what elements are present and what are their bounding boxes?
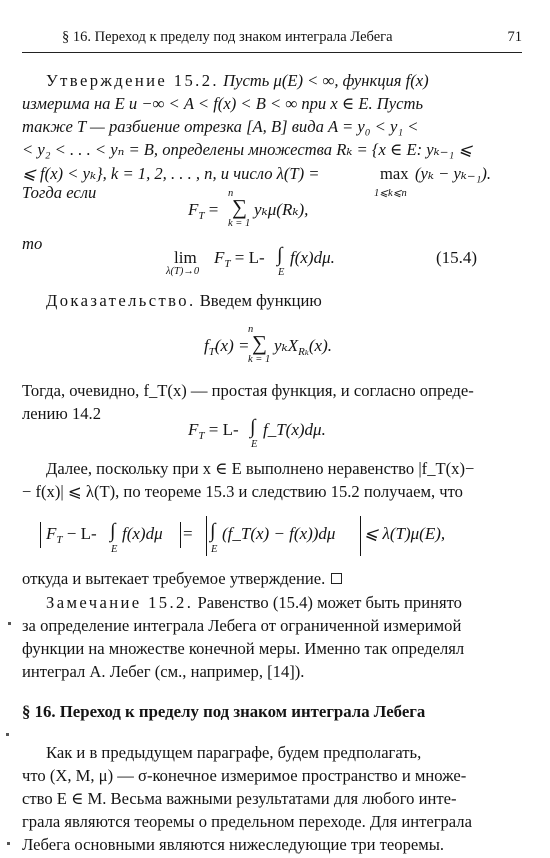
- formula-4: [188, 416, 348, 456]
- formula-3-lhs: f: [204, 336, 209, 355]
- formula-3: [204, 324, 374, 370]
- scan-speck: [7, 842, 10, 845]
- paragraph-4-line-2: что (X, M, μ) — σ-конечное измеримое пространство и множе-: [22, 766, 467, 785]
- to-word: то: [22, 234, 43, 253]
- integral-sign: ∫: [277, 244, 283, 266]
- remark-label: Замечание 15.2.: [46, 593, 194, 612]
- remark-line-3: функции на множестве конечной меры. Именно так определял: [22, 639, 465, 658]
- formula-3-body-sub: Rₖ: [298, 346, 309, 358]
- statement-line-1: [46, 70, 429, 92]
- page-number: 71: [507, 29, 522, 45]
- statement-text-1: Пусть μ(E) < ∞, функция f(x): [223, 71, 429, 90]
- statement-line-5a: ⩽ f(x) < yₖ}, k = 1, 2, . . . , n, и число λ(T) =: [22, 164, 320, 183]
- formula-3-body: yₖX: [274, 336, 299, 355]
- formula-2-mid: F: [214, 248, 225, 267]
- formula-4-lhs-sub: T: [198, 430, 205, 442]
- formula-4-body: f_T(x)dμ.: [263, 420, 326, 439]
- formula-3-sum-top: n: [248, 324, 254, 335]
- proof-text: Введем функцию: [199, 291, 322, 310]
- statement-line-5b: (yₖ − yₖ₋₁).: [415, 164, 492, 183]
- integral-sign: ∫: [250, 416, 256, 438]
- integral-sign: ∫: [210, 520, 216, 542]
- abs-bar: [206, 516, 207, 556]
- scan-speck: [6, 733, 9, 736]
- running-title: § 16. Переход к пределу под знаком интеграла Лебега: [62, 29, 393, 45]
- statement-line-3: также T — разбиение отрезка [A, B] вида A = y₀ < y₁ <: [22, 117, 419, 136]
- paragraph-3-text: откуда и вытекает требуемое утверждение.: [22, 569, 326, 588]
- paragraph-4-line-5: Лебега основными являются нижеследующие три теоремы.: [22, 835, 445, 854]
- abs-bar: [360, 516, 361, 556]
- formula-2-mid-sub: T: [224, 258, 231, 270]
- formula-1-lhs: F: [188, 200, 199, 219]
- formula-5-part-1-rest: − L-: [62, 524, 97, 543]
- formula-2-eq: = L-: [230, 248, 265, 267]
- formula-3-lhs-rest: (x) =: [214, 336, 250, 355]
- header-rule: [22, 52, 522, 53]
- statement-line-6: Тогда если: [22, 183, 97, 202]
- formula-2: [166, 246, 506, 286]
- paragraph-4-line-3: ство E ∈ M. Весьма важными результатами для любого инте-: [22, 789, 457, 808]
- proof-line: [46, 290, 322, 312]
- formula-5-int-1-sub: E: [111, 544, 118, 555]
- integral-sign: ∫: [110, 520, 116, 542]
- formula-1-sum-bottom: k = 1: [228, 218, 251, 229]
- remark-line-4: интеграл А. Лебег (см., например, [14]).: [22, 662, 305, 681]
- equation-number: (15.4): [436, 248, 478, 267]
- sum-sign: ∑: [252, 331, 267, 355]
- paragraph-4-line-1: Как и в предыдущем параграфе, будем предполагать,: [46, 743, 422, 762]
- qed-square-icon: [331, 573, 342, 584]
- abs-bar: [40, 522, 41, 548]
- formula-1-eq: =: [204, 200, 219, 219]
- section-heading: § 16. Переход к пределу под знаком интеграла Лебега: [22, 702, 426, 721]
- remark-line-2: за определение интеграла Лебега от ограниченной измеримой: [22, 616, 462, 635]
- remark-text-1: Равенство (15.4) может быть принято: [197, 593, 462, 612]
- formula-5-int-2-sub: E: [211, 544, 218, 555]
- formula-4-eq: = L-: [204, 420, 239, 439]
- formula-5-part-4: ⩽ λ(T)μ(E),: [364, 524, 446, 543]
- formula-3-body-rest: (x).: [308, 336, 332, 355]
- formula-5-part-1: F: [46, 524, 57, 543]
- paragraph-1-line-1: Тогда, очевидно, f_T(x) — простая функция, и согласно опреде-: [22, 381, 474, 400]
- scan-speck: [8, 622, 11, 625]
- paragraph-2-line-1: Далее, поскольку при x ∈ E выполнено неравенство |f_T(x)−: [46, 459, 475, 478]
- formula-5-part-2: f(x)dμ: [122, 524, 163, 543]
- formula-1-lhs-sub: T: [198, 210, 205, 222]
- paragraph-2-line-2: − f(x)| ⩽ λ(T), по теореме 15.3 и следствию 15.2 получаем, что: [22, 482, 463, 501]
- formula-2-body: f(x)dμ.: [290, 248, 335, 267]
- proof-label: Доказательство.: [46, 291, 196, 310]
- formula-5-part-1-sub: T: [56, 534, 63, 546]
- formula-4-lhs: F: [188, 420, 199, 439]
- paragraph-3: [22, 568, 342, 590]
- formula-4-int-sub: E: [251, 439, 258, 450]
- abs-bar: [180, 522, 181, 548]
- formula-3-lhs-sub: T: [208, 346, 215, 358]
- sum-sign: ∑: [232, 195, 247, 219]
- formula-1-sum-top: n: [228, 188, 234, 199]
- formula-1: [188, 188, 348, 236]
- formula-5-eq: =: [183, 524, 193, 543]
- formula-3-sum-bottom: k = 1: [248, 354, 271, 365]
- formula-1-body: yₖμ(Rₖ),: [254, 200, 309, 219]
- max-operator: max: [380, 164, 409, 183]
- max-subscript: 1⩽k⩽n: [374, 188, 407, 199]
- paragraph-1-line-2: лению 14.2: [22, 404, 101, 423]
- formula-2-int-sub: E: [278, 267, 285, 278]
- formula-5: [40, 516, 510, 566]
- lim-subscript: λ(T)→0: [166, 266, 200, 277]
- lim-operator: lim: [174, 248, 197, 267]
- paragraph-4-line-4: грала являются теоремы о предельном переходе. Для интеграла: [22, 812, 472, 831]
- statement-line-4: < y₂ < . . . < yₙ = B, определены множества Rₖ = {x ∈ E: yₖ₋₁ ⩽: [22, 140, 473, 159]
- remark-line-1: [46, 592, 462, 614]
- formula-5-part-3: (f_T(x) − f(x))dμ: [222, 524, 336, 543]
- statement-label: Утверждение 15.2.: [46, 71, 219, 90]
- statement-line-2: измерима на E и −∞ < A < f(x) < B < ∞ при x ∈ E. Пусть: [22, 94, 423, 113]
